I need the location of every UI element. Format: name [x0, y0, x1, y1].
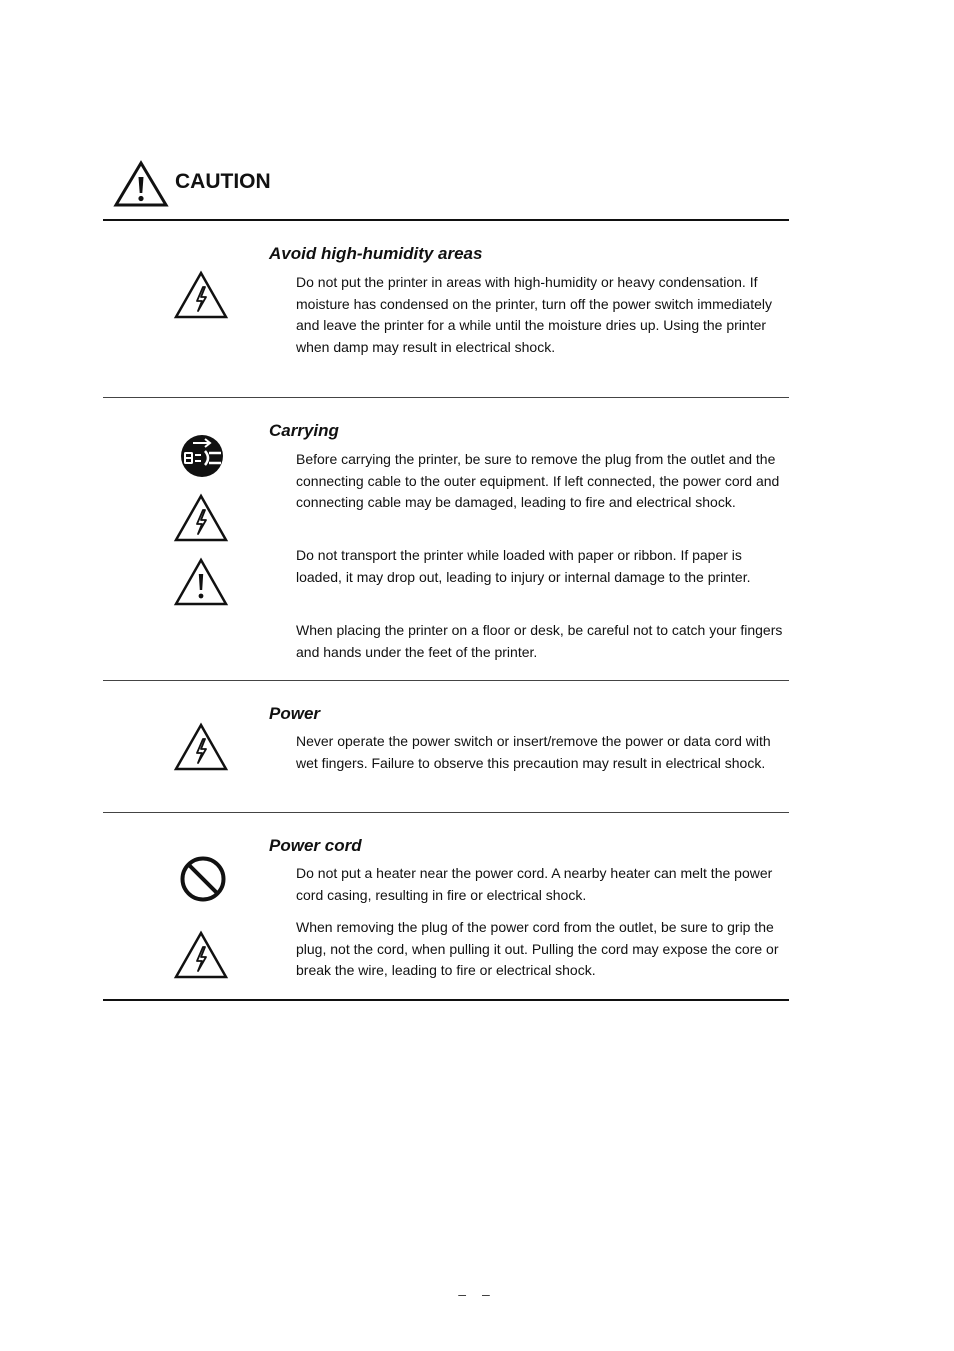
section-title: Power — [269, 704, 321, 723]
section-paragraph: When placing the printer on a floor or desk, be careful not to catch your fingers and hands under the feet of the printer. — [296, 622, 783, 660]
caution-triangle-icon — [113, 160, 169, 208]
section-paragraph: Do not transport the printer while loaded with paper or ribbon. If paper is loaded, it may drop out, leading to injury or internal damage to the printer. — [296, 547, 751, 585]
page-title: CAUTION — [175, 170, 271, 193]
section-title: Carrying — [269, 421, 339, 440]
unplug-icon — [179, 433, 225, 479]
section-avoid-humidity — [103, 240, 789, 390]
electric-shock-warning-icon — [173, 722, 229, 772]
section-carrying — [103, 417, 789, 672]
section-power-cord — [103, 832, 789, 992]
section-paragraph: When removing the plug of the power cord from the outlet, be sure to grip the plug, not the cord, when pulling it out. Pulling the cord may expose the core or break the wire, leading to fire or electrical shock. — [296, 919, 779, 978]
section-paragraph: Do not put a heater near the power cord. A nearby heater can melt the power cord casing, resulting in fire or electrical shock. — [296, 865, 773, 903]
electric-shock-warning-icon — [173, 270, 229, 320]
section-divider — [103, 397, 789, 398]
section-power — [103, 700, 789, 805]
section-title: Power cord — [269, 836, 362, 855]
caution-triangle-icon — [173, 557, 229, 607]
section-paragraph: Do not put the printer in areas with high-humidity or heavy condensation. If moisture has condensed on the printer, turn off the power switch immediately and leave the printer for a while until the moisture dries up. Using the printer when damp may result in electrical shock. — [296, 274, 772, 355]
section-title: Avoid high-humidity areas — [269, 244, 483, 263]
section-divider — [103, 680, 789, 681]
closing-divider — [103, 999, 789, 1001]
page-number-marker: – – — [458, 1286, 496, 1302]
prohibition-icon — [179, 855, 227, 903]
electric-shock-warning-icon — [173, 930, 229, 980]
caution-header — [113, 160, 271, 208]
section-divider — [103, 812, 789, 813]
header-divider — [103, 219, 789, 221]
section-paragraph: Before carrying the printer, be sure to remove the plug from the outlet and the connecting cable to the outer equipment. If left connected, the power cord and connecting cable may be damaged, leading to fire and electrical shock. — [296, 451, 780, 510]
electric-shock-warning-icon — [173, 493, 229, 543]
section-paragraph: Never operate the power switch or insert/remove the power or data cord with wet fingers. Failure to observe this precaution may result in electrical shock. — [296, 733, 771, 771]
